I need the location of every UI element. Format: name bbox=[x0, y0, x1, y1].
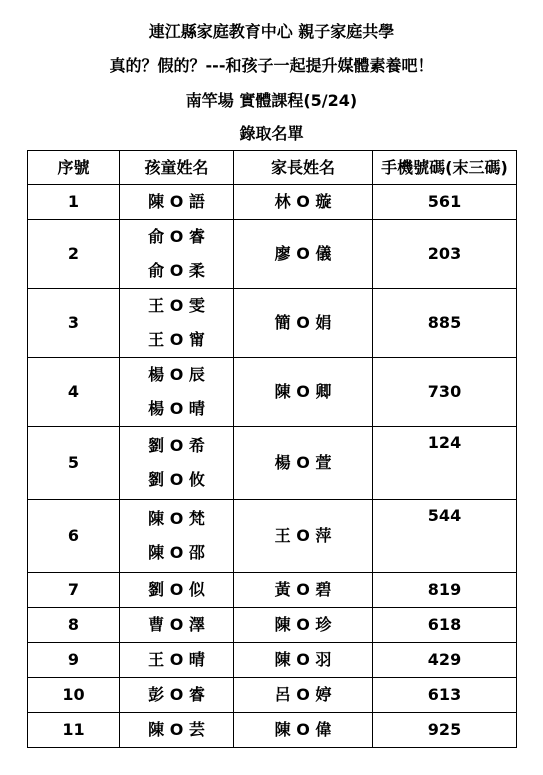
phone-last-three: 819 bbox=[373, 573, 517, 608]
parent-name: 黃 O 碧 bbox=[234, 573, 373, 608]
column-header-number: 序號 bbox=[28, 151, 120, 185]
parent-name: 廖 O 儀 bbox=[234, 220, 373, 289]
row-number: 1 bbox=[28, 185, 120, 220]
child-names-cell bbox=[120, 220, 234, 289]
phone-last-three: 429 bbox=[373, 643, 517, 678]
phone-last-three: 885 bbox=[373, 289, 517, 358]
child-names-cell bbox=[120, 358, 234, 427]
child-name: 陳 O 芸 bbox=[148, 720, 205, 739]
child-name: 陳 O 語 bbox=[148, 192, 205, 211]
table-row bbox=[28, 573, 517, 608]
child-name: 楊 O 辰 bbox=[148, 365, 205, 384]
phone-last-three: 613 bbox=[373, 678, 517, 713]
parent-name: 王 O 萍 bbox=[234, 500, 373, 573]
child-name: 劉 O 希 bbox=[148, 436, 205, 455]
child-name: 曹 O 澤 bbox=[148, 615, 205, 634]
table-body bbox=[28, 185, 517, 748]
phone-last-three: 561 bbox=[373, 185, 517, 220]
child-names-cell bbox=[120, 185, 234, 220]
list-title: 錄取名單 bbox=[239, 124, 304, 143]
child-name: 王 O 雯 bbox=[148, 296, 205, 315]
admission-table bbox=[27, 150, 517, 748]
row-number: 5 bbox=[28, 427, 120, 500]
parent-name: 呂 O 婷 bbox=[234, 678, 373, 713]
column-header-parent-name: 家長姓名 bbox=[234, 151, 373, 185]
child-names-cell bbox=[120, 500, 234, 573]
child-name: 劉 O 攸 bbox=[148, 470, 205, 489]
child-names-cell bbox=[120, 608, 234, 643]
child-name: 劉 O 似 bbox=[148, 580, 205, 599]
table-row bbox=[28, 289, 517, 358]
child-names-cell bbox=[120, 713, 234, 748]
course-title: 真的？假的？---和孩子一起提升媒體素養吧！ bbox=[109, 56, 434, 75]
child-names-cell bbox=[120, 573, 234, 608]
table-row bbox=[28, 185, 517, 220]
parent-name: 簡 O 娟 bbox=[234, 289, 373, 358]
session-info: 南竿場 實體課程(5/24) bbox=[185, 91, 358, 110]
parent-name: 楊 O 萱 bbox=[234, 427, 373, 500]
table-row bbox=[28, 678, 517, 713]
table-row bbox=[28, 220, 517, 289]
child-names-cell bbox=[120, 678, 234, 713]
phone-last-three: 203 bbox=[373, 220, 517, 289]
parent-name: 陳 O 卿 bbox=[234, 358, 373, 427]
parent-name: 陳 O 羽 bbox=[234, 643, 373, 678]
row-number: 10 bbox=[28, 678, 120, 713]
child-names-cell bbox=[120, 427, 234, 500]
parent-name: 林 O 璇 bbox=[234, 185, 373, 220]
table-row bbox=[28, 713, 517, 748]
child-names-cell bbox=[120, 289, 234, 358]
phone-last-three: 544 bbox=[373, 500, 517, 573]
child-name: 俞 O 睿 bbox=[148, 227, 205, 246]
phone-last-three: 618 bbox=[373, 608, 517, 643]
parent-name: 陳 O 偉 bbox=[234, 713, 373, 748]
child-name: 彭 O 睿 bbox=[148, 685, 205, 704]
parent-name: 陳 O 珍 bbox=[234, 608, 373, 643]
table-row bbox=[28, 643, 517, 678]
child-name: 王 O 晴 bbox=[148, 650, 205, 669]
child-name: 王 O 甯 bbox=[148, 330, 205, 349]
child-names-cell bbox=[120, 643, 234, 678]
phone-last-three: 730 bbox=[373, 358, 517, 427]
phone-last-three: 925 bbox=[373, 713, 517, 748]
table-row bbox=[28, 500, 517, 573]
child-name: 俞 O 柔 bbox=[148, 261, 205, 280]
row-number: 3 bbox=[28, 289, 120, 358]
table-header-row bbox=[28, 151, 517, 185]
column-header-phone: 手機號碼(末三碼) bbox=[373, 151, 517, 185]
table-row bbox=[28, 358, 517, 427]
child-name: 楊 O 晴 bbox=[148, 399, 205, 418]
table-row bbox=[28, 427, 517, 500]
row-number: 8 bbox=[28, 608, 120, 643]
table-row bbox=[28, 608, 517, 643]
row-number: 6 bbox=[28, 500, 120, 573]
document-title: 連江縣家庭教育中心 親子家庭共學 bbox=[148, 22, 395, 41]
row-number: 9 bbox=[28, 643, 120, 678]
row-number: 7 bbox=[28, 573, 120, 608]
column-header-child-name: 孩童姓名 bbox=[120, 151, 234, 185]
row-number: 4 bbox=[28, 358, 120, 427]
row-number: 2 bbox=[28, 220, 120, 289]
child-name: 陳 O 邵 bbox=[148, 543, 205, 562]
phone-last-three: 124 bbox=[373, 427, 517, 500]
child-name: 陳 O 梵 bbox=[148, 509, 205, 528]
row-number: 11 bbox=[28, 713, 120, 748]
